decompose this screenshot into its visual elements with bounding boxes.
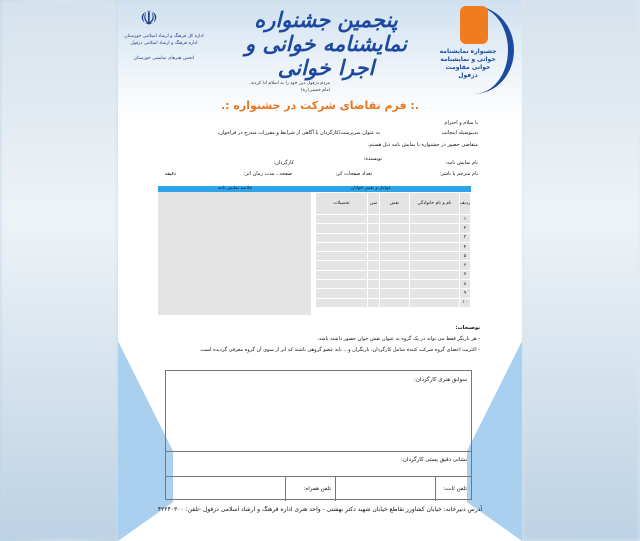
col-header: نام و نام خانوادگی [409, 193, 459, 215]
table-cell[interactable] [367, 280, 379, 289]
summary-title: خلاصه نمایش نامه [218, 186, 253, 191]
history-label: سوابق هنری کارگردان: [414, 377, 467, 383]
festival-title: پنجمین جشنواره نمایشنامه خوانی و اجرا خوانی [245, 8, 407, 80]
table-cell[interactable] [316, 280, 368, 289]
logo-text: جشنواره نمایشنامه خوانی و نمایشنامه خوانی مقاومت دزفول [439, 48, 497, 79]
ministry-line: اداره فرهنگ و ارشاد اسلامی دزفول [130, 41, 198, 46]
table-cell[interactable] [409, 261, 459, 270]
mobile-label: تلفن همراه: [303, 486, 331, 492]
table-cell[interactable] [409, 298, 459, 307]
table-cell[interactable] [409, 289, 459, 298]
col-header: تحصیلات [316, 193, 368, 215]
iran-emblem-icon: ☫ [140, 6, 158, 30]
table-row [316, 270, 471, 279]
writer-label: نویسنده: [363, 156, 382, 162]
background-right [522, 0, 640, 541]
table-cell[interactable] [379, 289, 409, 298]
table-cell[interactable] [316, 270, 368, 279]
background-left [0, 0, 118, 541]
col-header: ردیف [459, 193, 470, 215]
table-cell[interactable] [409, 224, 459, 233]
row-number: ۱ [459, 215, 470, 224]
intro-as: به عنوان سرپرست/کارگردان با آگاهی از شرایط و مقررات مندرج در فراخوان، [217, 130, 380, 136]
summary-field[interactable] [158, 192, 311, 315]
cast-title: عوامل و نقش خوانان [350, 186, 391, 191]
row-number: ۹ [459, 289, 470, 298]
table-cell[interactable] [379, 242, 409, 251]
table-cell[interactable] [367, 261, 379, 270]
table-cell[interactable] [409, 280, 459, 289]
table-cell[interactable] [316, 242, 368, 251]
translator-label: نام مترجم یا ناشر: [439, 171, 478, 177]
col-header: نقش [379, 193, 409, 215]
table-row [316, 298, 471, 307]
table-cell[interactable] [316, 289, 368, 298]
duration-label: صفحه ، مدت زمان اثر: [243, 171, 292, 177]
quote-text: مردم دزفول دین خود را به اسلام ادا کردند. [249, 81, 330, 86]
table-cell[interactable] [379, 215, 409, 224]
secretariat-address: آدرس دبیرخانه: خیابان کشاورز تقاطع خیابان شهید دکتر بهشتی - واحد هنری اداره فرهنگ و ارشاد اسلامی دزفول -تلفن: ۴۲۲۴۰۳۰۰ [157, 506, 483, 513]
quote-author: امام خمینی(ره) [300, 88, 330, 93]
table-cell[interactable] [367, 215, 379, 224]
cast-table [315, 192, 471, 308]
table-cell[interactable] [367, 233, 379, 242]
address-label: نشانی دقیق پستی کارگردان: [401, 457, 467, 463]
table-row [316, 242, 471, 251]
table-cell[interactable] [379, 261, 409, 270]
table-row [316, 261, 471, 270]
table-cell[interactable] [379, 280, 409, 289]
table-cell[interactable] [316, 215, 368, 224]
table-cell[interactable] [409, 270, 459, 279]
address-row[interactable] [166, 451, 471, 476]
table-cell[interactable] [367, 270, 379, 279]
form-page [118, 0, 522, 541]
notes [199, 323, 480, 356]
note-item: - هر بازیگر فقط می تواند در یک گروه به عنوان نقش خوان حضور داشته باشد. [317, 336, 480, 342]
landline-label: تلفن ثابت: [442, 486, 467, 492]
minutes-label: دقیقه [164, 171, 176, 177]
note-item: - اکثریت اعضای گروه شرکت کننده شامل کارگردان، بازیگران و... باید عضو گروهی باشند که اثر از سوی آن گروه معرفی گردیده است. [199, 347, 480, 353]
divider [285, 477, 286, 501]
phone-row [166, 476, 471, 500]
row-number: ۵ [459, 252, 470, 261]
form-title: .: فرم تقاضای شرکت در جشنواره :. [220, 99, 420, 112]
play-name-label: نام نمایش نامه: [445, 160, 478, 166]
fist-icon [460, 6, 488, 44]
greeting: با سلام و احترام [444, 120, 478, 126]
col-header: سن [367, 193, 379, 215]
table-row [316, 280, 471, 289]
table-cell[interactable] [409, 215, 459, 224]
intro-request: متقاضی حضور در جشنواره با نمایش نامه ذیل هستم. [367, 142, 478, 148]
divider [335, 477, 336, 501]
row-number: ۱۰ [459, 298, 470, 307]
table-row [316, 252, 471, 261]
table-cell[interactable] [379, 233, 409, 242]
director-label: کارگردان: [273, 160, 294, 166]
row-number: ۴ [459, 242, 470, 251]
table-cell[interactable] [316, 252, 368, 261]
table-cell[interactable] [316, 233, 368, 242]
table-cell[interactable] [379, 298, 409, 307]
table-cell[interactable] [379, 270, 409, 279]
table-cell[interactable] [367, 298, 379, 307]
ministry-line: اداره کل فرهنگ و ارشاد اسلامی خوزستان [124, 34, 204, 39]
row-number: ۳ [459, 233, 470, 242]
table-row [316, 289, 471, 298]
table-row [316, 224, 471, 233]
table-cell[interactable] [367, 224, 379, 233]
ministry-text [124, 33, 204, 62]
quote [230, 80, 330, 94]
row-number: ۶ [459, 261, 470, 270]
table-cell[interactable] [409, 252, 459, 261]
intro-by: بدینوسیله اینجانب [441, 130, 478, 136]
pages-label: تعداد صفحات اثر: [335, 171, 372, 177]
row-number: ۸ [459, 280, 470, 289]
table-cell[interactable] [379, 224, 409, 233]
table-cell[interactable] [379, 252, 409, 261]
ministry-line: انجمن هنرهای نمایشی خوزستان [133, 56, 195, 61]
table-cell[interactable] [367, 242, 379, 251]
table-cell[interactable] [316, 261, 368, 270]
table-cell[interactable] [367, 289, 379, 298]
notes-title: توضیحات: [455, 325, 480, 331]
table-cell[interactable] [409, 233, 459, 242]
table-cell[interactable] [316, 298, 368, 307]
table-cell[interactable] [367, 252, 379, 261]
row-number: ۷ [459, 270, 470, 279]
row-number: ۲ [459, 224, 470, 233]
table-cell[interactable] [316, 224, 368, 233]
divider [435, 477, 436, 501]
director-info-box [165, 370, 472, 500]
festival-logo [434, 6, 514, 94]
table-row [316, 215, 471, 224]
table-row [316, 233, 471, 242]
table-cell[interactable] [409, 242, 459, 251]
